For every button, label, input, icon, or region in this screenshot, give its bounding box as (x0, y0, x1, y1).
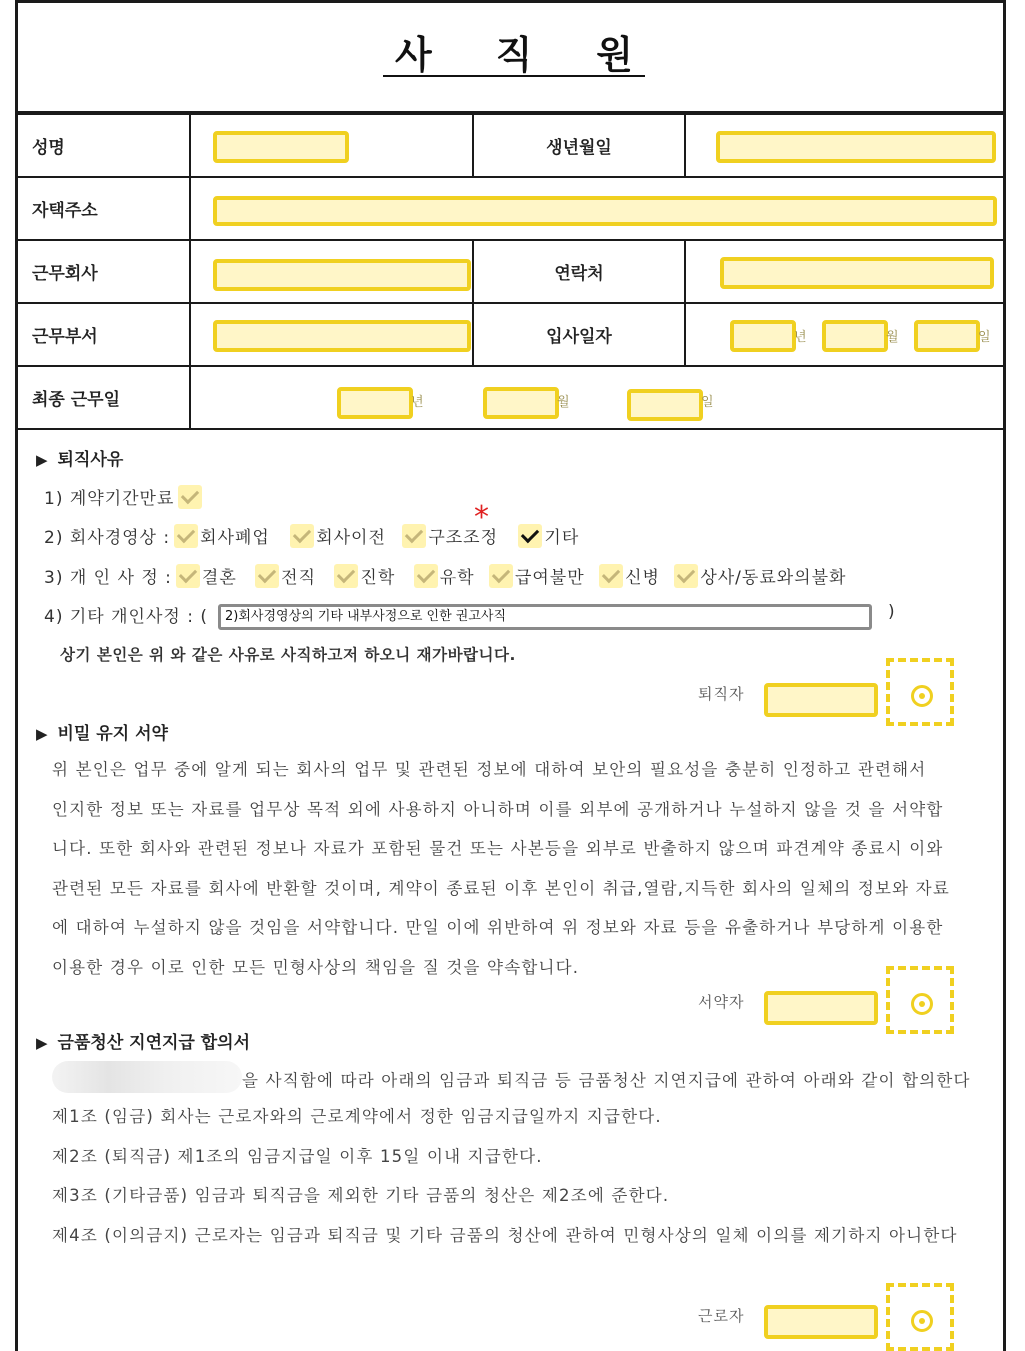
birth-cell (685, 114, 1003, 177)
address-field[interactable] (213, 196, 997, 226)
nda-line-4: 관련된 모든 자료를 회사에 반환할 것이며, 계약이 종료된 이후 본인이 취급,열람,지득한 회사의 일체의 정보와 자료 (52, 878, 950, 898)
dept-field[interactable] (213, 320, 471, 352)
join-label: 입사일자 (473, 303, 685, 366)
checkbox-pay-dissatisfaction[interactable] (489, 564, 513, 588)
row-name (18, 114, 1003, 177)
nda-line-3: 니다. 또한 회사와 관련된 정보나 자료가 포함된 물건 또는 사본등을 외부로 반출하지 않으며 파견계약 종료시 이와 (52, 839, 944, 858)
checkbox-contract-expiry[interactable] (178, 485, 202, 509)
pledger-label: 서약자 (698, 993, 745, 1011)
reason-heading (36, 445, 123, 470)
article-2: 제2조 (퇴직금) 제1조의 임금지급일 이후 15일 이내 지급한다. (52, 1146, 543, 1166)
checkbox-restructuring[interactable] (402, 524, 426, 548)
contact-cell (685, 240, 1003, 303)
seal-dot-icon (911, 1310, 933, 1332)
contact-label: 연락처 (473, 240, 685, 303)
seal-stamp-icon[interactable] (886, 1283, 954, 1351)
article-4: 제4조 (이의금지) 근로자는 임금과 퇴직금 및 기타 금품의 청산에 관하여 민형사상의 일체 이의를 제기하지 아니한다 (52, 1225, 958, 1245)
seal-stamp-icon[interactable] (886, 658, 954, 726)
bullet-triangle-icon: ▶ (36, 1034, 48, 1052)
option-pay-dissatisfaction-label: 급여불만 (514, 568, 585, 588)
checkbox-relocation[interactable] (290, 524, 314, 548)
option-closure-label: 회사폐업 (200, 528, 270, 548)
company-field[interactable] (213, 259, 471, 291)
other-reason-input[interactable]: 2)회사경영상의 기타 내부사정으로 인한 권고사직 (218, 604, 872, 630)
join-month-field[interactable] (822, 320, 888, 352)
pledger-name-field[interactable] (764, 991, 878, 1025)
bullet-triangle-icon: ▶ (36, 725, 48, 743)
checkbox-conflict[interactable] (674, 564, 698, 588)
nda-line-5: 에 대하여 누설하지 않을 것임을 서약합니다. 만일 이에 위반하여 위 정보와 자료 등을 유출하거나 부당하게 이용한 (52, 918, 944, 937)
worker-name-field[interactable] (764, 1305, 878, 1339)
title-char-3: 원 (596, 33, 633, 77)
seal-stamp-icon[interactable] (886, 966, 954, 1034)
checkbox-job-change[interactable] (255, 564, 279, 588)
reason-personal-label: 3) 개 인 사 정 : (44, 568, 172, 588)
checkbox-illness[interactable] (599, 564, 623, 588)
option-restructuring-label: 구조조정 (428, 528, 499, 548)
resigner-label: 퇴직자 (698, 685, 745, 703)
nda-heading (36, 719, 168, 744)
row-address (18, 177, 1003, 240)
title-char-1: 사 (395, 33, 432, 77)
seal-dot-icon (911, 685, 933, 707)
row-dept (18, 303, 1003, 366)
lastday-cell (190, 366, 1003, 429)
reason-line-1 (44, 484, 204, 509)
article-3: 제3조 (기타금품) 임금과 퇴직금을 제외한 기타 금품의 청산은 제2조에 준한다. (52, 1186, 670, 1205)
option-further-study-label: 진학 (360, 568, 396, 588)
option-marriage-label: 결혼 (201, 568, 237, 588)
dept-label: 근무부서 (18, 303, 190, 366)
lastday-label: 최종 근무일 (18, 366, 190, 429)
title-char-2: 직 (495, 33, 533, 77)
reason-line-2 (44, 523, 579, 548)
reason-heading-text: 퇴직사유 (57, 450, 124, 470)
lastday-year-field[interactable] (337, 387, 413, 419)
join-year-field[interactable] (730, 320, 796, 352)
birth-field[interactable] (716, 131, 996, 163)
company-label: 근무회사 (18, 240, 190, 303)
nda-body (52, 750, 1007, 987)
resignation-confirm-text: 상기 본인은 위 와 같은 사유로 사직하고저 하오니 재가바랍니다. (60, 646, 516, 664)
row-lastday (18, 366, 1003, 429)
checkbox-marriage[interactable] (176, 564, 200, 588)
settlement-heading-text: 금품청산 지연지급 합의서 (57, 1033, 251, 1053)
bullet-triangle-icon: ▶ (36, 451, 48, 469)
lastday-month-field[interactable] (483, 387, 559, 419)
join-year-unit: 년 (794, 330, 807, 345)
option-other-label: 기타 (544, 528, 580, 548)
option-conflict-label: 상사/동료와의불화 (700, 568, 847, 588)
name-field[interactable] (213, 131, 349, 163)
asterisk-icon: * (474, 500, 489, 535)
resignation-form (15, 0, 1006, 1351)
settlement-heading (36, 1028, 250, 1053)
reason-contract-expiry-label: 1) 계약기간만료 (44, 489, 175, 509)
join-month-unit: 월 (886, 330, 899, 345)
option-illness-label: 신병 (625, 568, 660, 588)
settlement-intro: 을 사직함에 따라 아래의 임금과 퇴직금 등 금품청산 지연지급에 관하여 아래와 같이 합의한다 (242, 1071, 971, 1090)
address-label: 자택주소 (18, 177, 190, 240)
nda-line-2: 인지한 정보 또는 자료를 업무상 목적 외에 사용하지 아니하며 이를 외부에 공개하거나 누설하지 않을 것 을 서약합 (52, 799, 944, 819)
nda-line-1: 위 본인은 업무 중에 알게 되는 회사의 업무 및 관련된 정보에 대하여 보안의 필요성을 충분히 인정하고 관련해서 (52, 760, 927, 779)
row-company (18, 240, 1003, 303)
contact-field[interactable] (720, 257, 994, 289)
article-1: 제1조 (임금) 회사는 근로자와의 근로계약에서 정한 임금지급일까지 지급한다. (52, 1107, 662, 1126)
lastday-year-unit: 년 (411, 395, 424, 410)
join-cell (685, 303, 1003, 366)
company-cell (190, 240, 473, 303)
seal-dot-icon (911, 993, 933, 1015)
worker-label: 근로자 (698, 1307, 745, 1325)
resigner-name-field[interactable] (764, 683, 878, 717)
checkbox-closure[interactable] (174, 524, 198, 548)
lastday-day-field[interactable] (627, 389, 703, 421)
join-day-field[interactable] (914, 320, 980, 352)
lastday-month-unit: 월 (557, 395, 570, 410)
join-day-unit: 일 (978, 330, 991, 345)
reason-line-3 (44, 563, 846, 588)
nda-heading-text: 비밀 유지 서약 (57, 724, 168, 744)
name-label: 성명 (18, 114, 190, 177)
dept-cell (190, 303, 473, 366)
checkbox-study-abroad[interactable] (414, 564, 438, 588)
name-cell (190, 114, 473, 177)
reason-line-4-prefix: 4) 기타 개인사정 : ( (44, 607, 208, 627)
checkbox-other-checked[interactable] (518, 524, 542, 548)
page-title (383, 35, 645, 77)
option-job-change-label: 전직 (281, 568, 317, 588)
lastday-day-unit: 일 (701, 395, 714, 410)
title-area (18, 3, 1003, 113)
settlement-articles (52, 1097, 1007, 1255)
reason-line-4-suffix: ) (888, 602, 896, 622)
info-table (18, 113, 1003, 430)
birth-label: 생년월일 (473, 114, 685, 177)
option-relocation-label: 회사이전 (316, 528, 386, 548)
reason-company-label: 2) 회사경영상 : (44, 528, 171, 548)
checkbox-further-study[interactable] (334, 564, 358, 588)
nda-line-6: 이용한 경우 이로 인한 모든 민형사상의 책임을 질 것을 약속합니다. (52, 957, 580, 977)
address-cell (190, 177, 1003, 240)
redacted-name (52, 1061, 242, 1093)
option-study-abroad-label: 유학 (439, 568, 475, 588)
